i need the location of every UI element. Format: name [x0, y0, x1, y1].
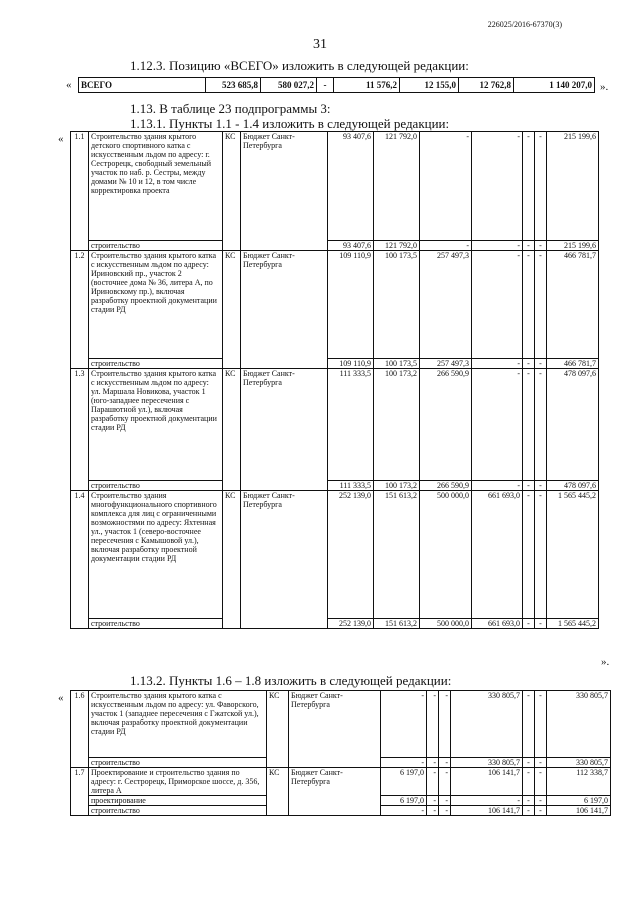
value-cell: 106 141,7: [547, 806, 611, 816]
value-cell: 100 173,5: [374, 359, 420, 369]
value-cell: -: [535, 768, 547, 796]
row-description: Строительство здания многофункционального спортивного комплекса для лиц с ограниченными возможностями по адресу: Яхтенная ул., участок 1 (северо-восточнее пересечения с Камышовой ул.), включая разработку проектной документации стадии РД: [89, 491, 223, 619]
table-row: [71, 132, 599, 241]
value-cell: -: [523, 251, 535, 359]
value-cell: -: [427, 796, 439, 806]
value-cell: -: [523, 369, 535, 481]
value-cell: -: [523, 491, 535, 619]
value-cell: 661 693,0: [472, 619, 523, 629]
row-funding-source: Бюджет Санкт-Петербурга: [241, 251, 328, 369]
value-cell: 6 197,0: [547, 796, 611, 806]
value-cell: -: [523, 768, 535, 796]
value-cell: -: [427, 806, 439, 816]
table-row: [71, 691, 611, 758]
row-funding-source: Бюджет Санкт-Петербурга: [241, 369, 328, 491]
value-cell: -: [427, 691, 439, 758]
value-cell: -: [535, 758, 547, 768]
value-cell: -: [472, 359, 523, 369]
value-cell: -: [535, 691, 547, 758]
value-cell: 109 110,9: [328, 251, 374, 359]
value-cell: -: [451, 796, 523, 806]
value-cell: 266 590,9: [420, 481, 472, 491]
value-cell: -: [427, 768, 439, 796]
document-id: 226025/2016-67370(3): [487, 20, 562, 29]
heading-1-13-1: 1.13.1. Пункты 1.1 - 1.4 изложить в следующей редакции:: [130, 116, 450, 131]
value-cell: 6 197,0: [381, 768, 427, 796]
value-cell: -: [472, 481, 523, 491]
table-row: [71, 369, 599, 481]
row-description: Строительство здания крытого катка с искусственным льдом по адресу: Ириновский пр., участок 2 (восточнее дома № 36, литера А, по Ириновскому пр.), включая разработку проектной документации стадии РД: [89, 251, 223, 359]
value-cell: -: [381, 691, 427, 758]
value-cell: 100 173,5: [374, 251, 420, 359]
value-cell: -: [535, 241, 547, 251]
subrow-label: строительство: [89, 241, 223, 251]
page-number: 31: [313, 37, 327, 52]
value-cell: -: [523, 691, 535, 758]
totals-value: 12 155,0: [400, 78, 459, 93]
row-number: 1.6: [71, 691, 89, 768]
row-number: 1.2: [71, 251, 89, 369]
value-cell: 478 097,6: [547, 481, 599, 491]
heading-1-13-2: 1.13.2. Пункты 1.6 – 1.8 изложить в следующей редакции:: [130, 673, 452, 688]
totals-value: 1 140 207,0: [514, 78, 595, 93]
value-cell: 1 565 445,2: [547, 491, 599, 619]
value-cell: 466 781,7: [547, 359, 599, 369]
totals-row: [79, 78, 595, 93]
totals-quote-close: ».: [600, 81, 609, 93]
table-subrow: [71, 359, 599, 369]
row-code: КС: [267, 768, 289, 816]
value-cell: 109 110,9: [328, 359, 374, 369]
subrow-label: проектирование: [89, 796, 267, 806]
value-cell: 252 139,0: [328, 491, 374, 619]
row-number: 1.1: [71, 132, 89, 251]
value-cell: -: [523, 481, 535, 491]
table-subrow: [71, 241, 599, 251]
row-funding-source: Бюджет Санкт-Петербурга: [289, 768, 381, 816]
row-code: КС: [223, 369, 241, 491]
value-cell: 661 693,0: [472, 491, 523, 619]
row-code: КС: [223, 132, 241, 251]
value-cell: -: [523, 359, 535, 369]
table1-quote-open: «: [58, 133, 64, 145]
row-number: 1.7: [71, 768, 89, 816]
value-cell: 330 805,7: [451, 758, 523, 768]
value-cell: 330 805,7: [547, 758, 611, 768]
totals-table: [78, 77, 595, 93]
table-row: [71, 768, 611, 796]
table-row: [71, 251, 599, 359]
value-cell: -: [420, 132, 472, 241]
value-cell: 478 097,6: [547, 369, 599, 481]
value-cell: -: [439, 806, 451, 816]
value-cell: -: [420, 241, 472, 251]
value-cell: 121 792,0: [374, 241, 420, 251]
value-cell: 466 781,7: [547, 251, 599, 359]
value-cell: -: [523, 619, 535, 629]
heading-1-13: 1.13. В таблице 23 подпрограммы 3:: [130, 101, 331, 116]
row-code: КС: [267, 691, 289, 768]
value-cell: 500 000,0: [420, 491, 472, 619]
subrow-label: строительство: [89, 481, 223, 491]
table-subrow: [71, 481, 599, 491]
value-cell: -: [535, 251, 547, 359]
table-23-items-1-1-to-1-4: [70, 131, 599, 629]
value-cell: 257 497,3: [420, 359, 472, 369]
row-number: 1.3: [71, 369, 89, 491]
value-cell: -: [523, 796, 535, 806]
heading-1-12-3: 1.12.3. Позицию «ВСЕГО» изложить в следующей редакции:: [130, 58, 469, 73]
value-cell: -: [535, 369, 547, 481]
value-cell: 121 792,0: [374, 132, 420, 241]
row-number: 1.4: [71, 491, 89, 629]
value-cell: 151 613,2: [374, 491, 420, 619]
value-cell: -: [427, 758, 439, 768]
value-cell: -: [523, 758, 535, 768]
value-cell: -: [439, 758, 451, 768]
table-row: [71, 491, 599, 619]
value-cell: 500 000,0: [420, 619, 472, 629]
value-cell: 112 338,7: [547, 768, 611, 796]
value-cell: 6 197,0: [381, 796, 427, 806]
value-cell: 111 333,5: [328, 369, 374, 481]
value-cell: 93 407,6: [328, 241, 374, 251]
table-subrow: [71, 619, 599, 629]
value-cell: -: [535, 359, 547, 369]
value-cell: 106 141,7: [451, 806, 523, 816]
value-cell: -: [523, 132, 535, 241]
row-code: КС: [223, 491, 241, 629]
value-cell: -: [381, 806, 427, 816]
value-cell: -: [472, 132, 523, 241]
row-code: КС: [223, 251, 241, 369]
row-description: Строительство здания крытого катка с искусственным льдом по адресу: ул. Фаворского, участок 1 (западнее пересечения с Гжатской ул.), включая разработку проектной документации стадии РД: [89, 691, 267, 758]
subrow-label: строительство: [89, 806, 267, 816]
value-cell: -: [535, 132, 547, 241]
value-cell: -: [472, 251, 523, 359]
row-funding-source: Бюджет Санкт-Петербурга: [289, 691, 381, 768]
totals-value: 523 685,8: [206, 78, 261, 93]
totals-value: -: [317, 78, 334, 93]
value-cell: 100 173,2: [374, 481, 420, 491]
value-cell: -: [535, 481, 547, 491]
row-description: Строительство здания крытого детского спортивного катка с искусственным льдом по адресу: г. Сестрорецк, свободный земельный участок по наб. р. Сестры, между домами № 10 и 12, в том числе корректировка проекта: [89, 132, 223, 241]
value-cell: 252 139,0: [328, 619, 374, 629]
value-cell: 257 497,3: [420, 251, 472, 359]
value-cell: 330 805,7: [451, 691, 523, 758]
value-cell: 106 141,7: [451, 768, 523, 796]
subrow-label: строительство: [89, 619, 223, 629]
totals-value: 11 576,2: [334, 78, 400, 93]
value-cell: 215 199,6: [547, 241, 599, 251]
value-cell: -: [439, 796, 451, 806]
value-cell: 100 173,2: [374, 369, 420, 481]
subrow-label: строительство: [89, 359, 223, 369]
value-cell: 266 590,9: [420, 369, 472, 481]
value-cell: -: [472, 241, 523, 251]
table1-quote-close: ».: [601, 656, 610, 668]
subrow-label: строительство: [89, 758, 267, 768]
value-cell: 151 613,2: [374, 619, 420, 629]
value-cell: 93 407,6: [328, 132, 374, 241]
totals-value: 12 762,8: [459, 78, 514, 93]
row-funding-source: Бюджет Санкт-Петербурга: [241, 132, 328, 251]
table-23-items-1-6-to-1-7: [70, 690, 611, 816]
value-cell: -: [523, 241, 535, 251]
value-cell: -: [523, 806, 535, 816]
value-cell: -: [439, 768, 451, 796]
row-funding-source: Бюджет Санкт-Петербурга: [241, 491, 328, 629]
value-cell: -: [381, 758, 427, 768]
totals-value: 580 027,2: [261, 78, 317, 93]
value-cell: -: [535, 806, 547, 816]
value-cell: 1 565 445,2: [547, 619, 599, 629]
totals-quote-open: «: [66, 79, 72, 91]
value-cell: -: [472, 369, 523, 481]
value-cell: 215 199,6: [547, 132, 599, 241]
value-cell: 330 805,7: [547, 691, 611, 758]
value-cell: -: [535, 796, 547, 806]
value-cell: 111 333,5: [328, 481, 374, 491]
totals-label: ВСЕГО: [79, 78, 206, 93]
table2-quote-open: «: [58, 692, 64, 704]
value-cell: -: [535, 491, 547, 619]
value-cell: -: [535, 619, 547, 629]
value-cell: -: [439, 691, 451, 758]
row-description: Строительство здания крытого катка с искусственным льдом по адресу: ул. Маршала Новикова, участок 1 (юго-западнее пересечения с Парашютной ул.), включая разработку проектной документации стадии РД: [89, 369, 223, 481]
row-description: Проектирование и строительство здания по адресу: г. Сестрорецк, Приморское шоссе, д. 356, литера А: [89, 768, 267, 796]
